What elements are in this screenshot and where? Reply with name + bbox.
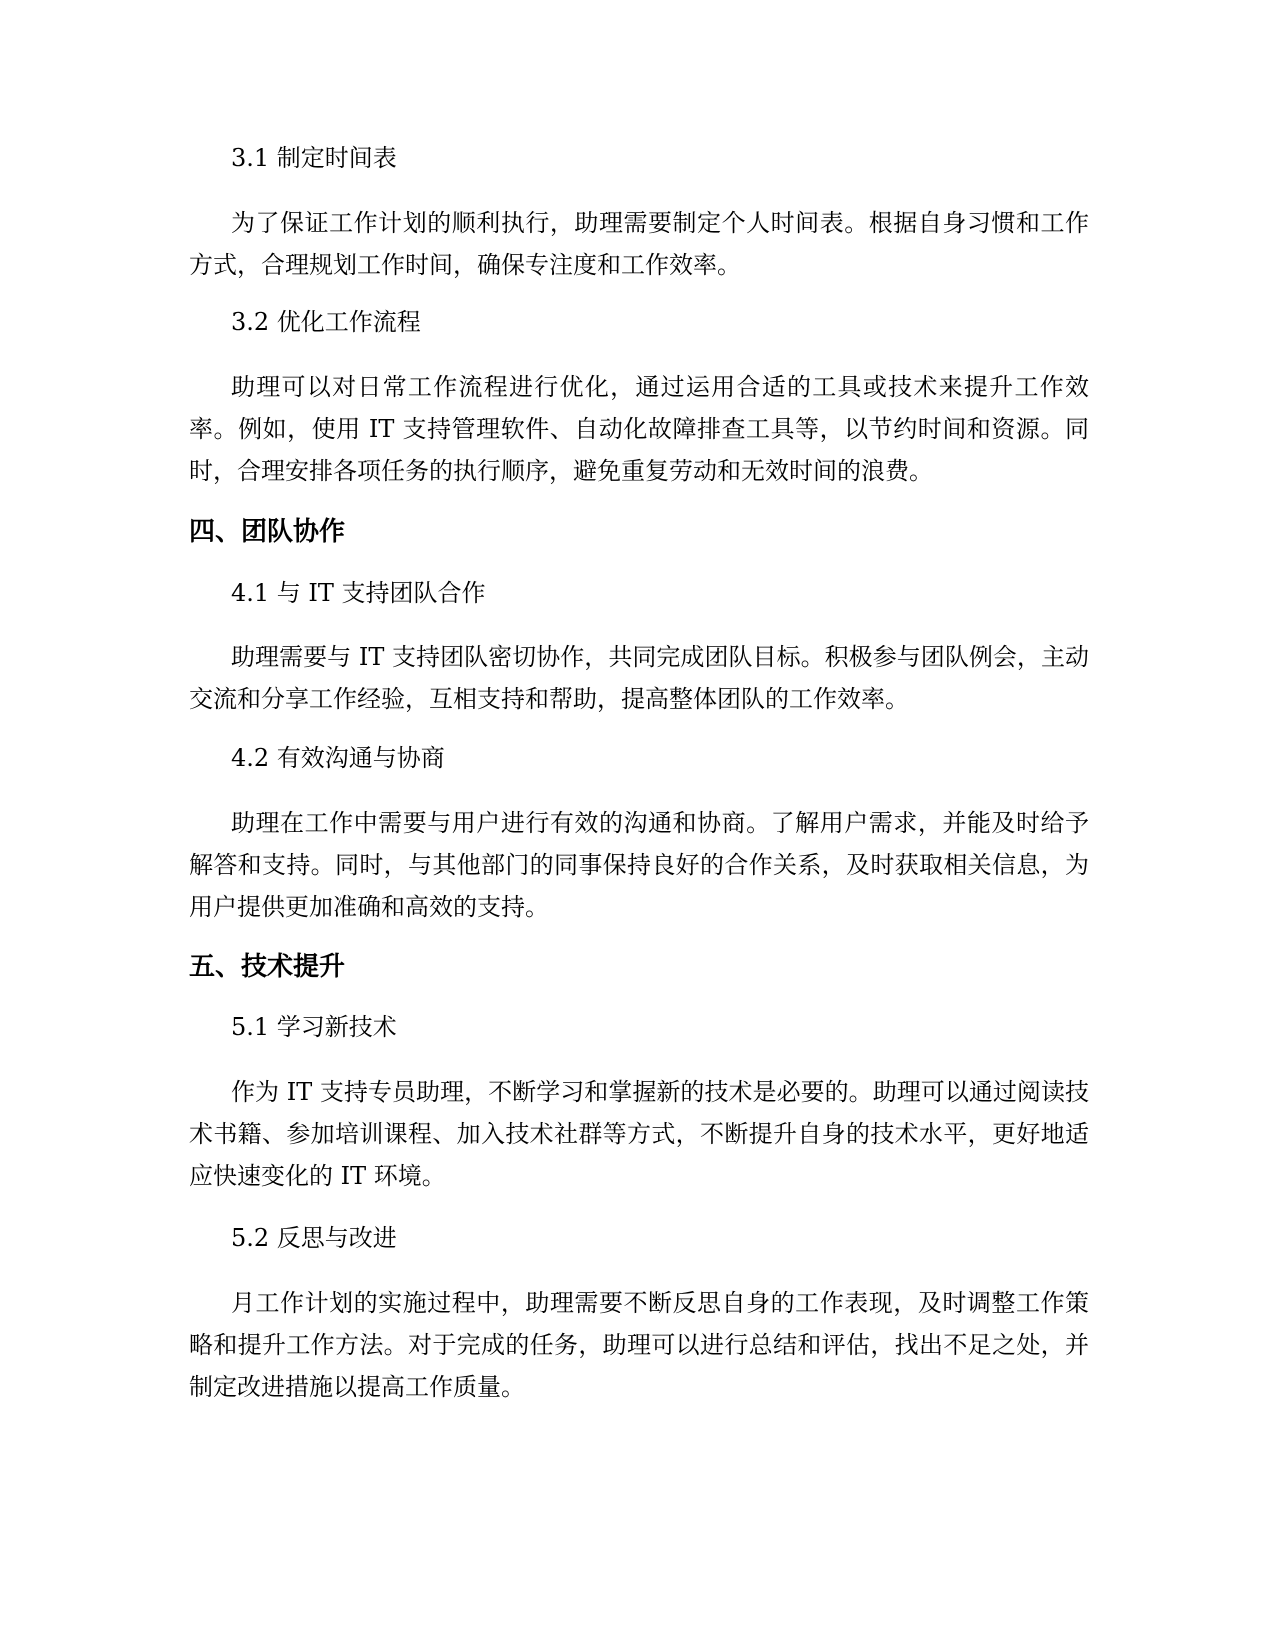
paragraph-3-2: 助理可以对日常工作流程进行优化，通过运用合适的工具或技术来提升工作效率。例如，使用 IT 支持管理软件、自动化故障排查工具等，以节约时间和资源。同时，合理安排各项任务的执行顺序，避免重复劳动和无效时间的浪费。	[189, 373, 1089, 485]
paragraph-4-2: 助理在工作中需要与用户进行有效的沟通和协商。了解用户需求，并能及时给予解答和支持。同时，与其他部门的同事保持良好的合作关系，及时获取相关信息，为用户提供更加准确和高效的支持。	[189, 809, 1089, 921]
paragraph-5-1: 作为 IT 支持专员助理，不断学习和掌握新的技术是必要的。助理可以通过阅读技术书籍、参加培训课程、加入技术社群等方式，不断提升自身的技术水平，更好地适应快速变化的 IT 环境。	[189, 1078, 1089, 1190]
subheading-3-2: 3.2 优化工作流程	[231, 308, 421, 336]
section-heading-4: 四、团队协作	[189, 517, 346, 547]
subheading-4-1: 4.1 与 IT 支持团队合作	[231, 579, 486, 607]
section-heading-5: 五、技术提升	[189, 952, 346, 982]
paragraph-4-1: 助理需要与 IT 支持团队密切协作，共同完成团队目标。积极参与团队例会，主动交流和分享工作经验，互相支持和帮助，提高整体团队的工作效率。	[189, 643, 1089, 713]
subheading-5-1: 5.1 学习新技术	[231, 1013, 397, 1041]
subheading-5-2: 5.2 反思与改进	[231, 1224, 397, 1252]
paragraph-5-2: 月工作计划的实施过程中，助理需要不断反思自身的工作表现，及时调整工作策略和提升工作方法。对于完成的任务，助理可以进行总结和评估，找出不足之处，并制定改进措施以提高工作质量。	[189, 1289, 1089, 1401]
subheading-4-2: 4.2 有效沟通与协商	[231, 744, 445, 772]
paragraph-3-1: 为了保证工作计划的顺利执行，助理需要制定个人时间表。根据自身习惯和工作方式，合理规划工作时间，确保专注度和工作效率。	[189, 209, 1089, 279]
subheading-3-1: 3.1 制定时间表	[231, 144, 397, 172]
